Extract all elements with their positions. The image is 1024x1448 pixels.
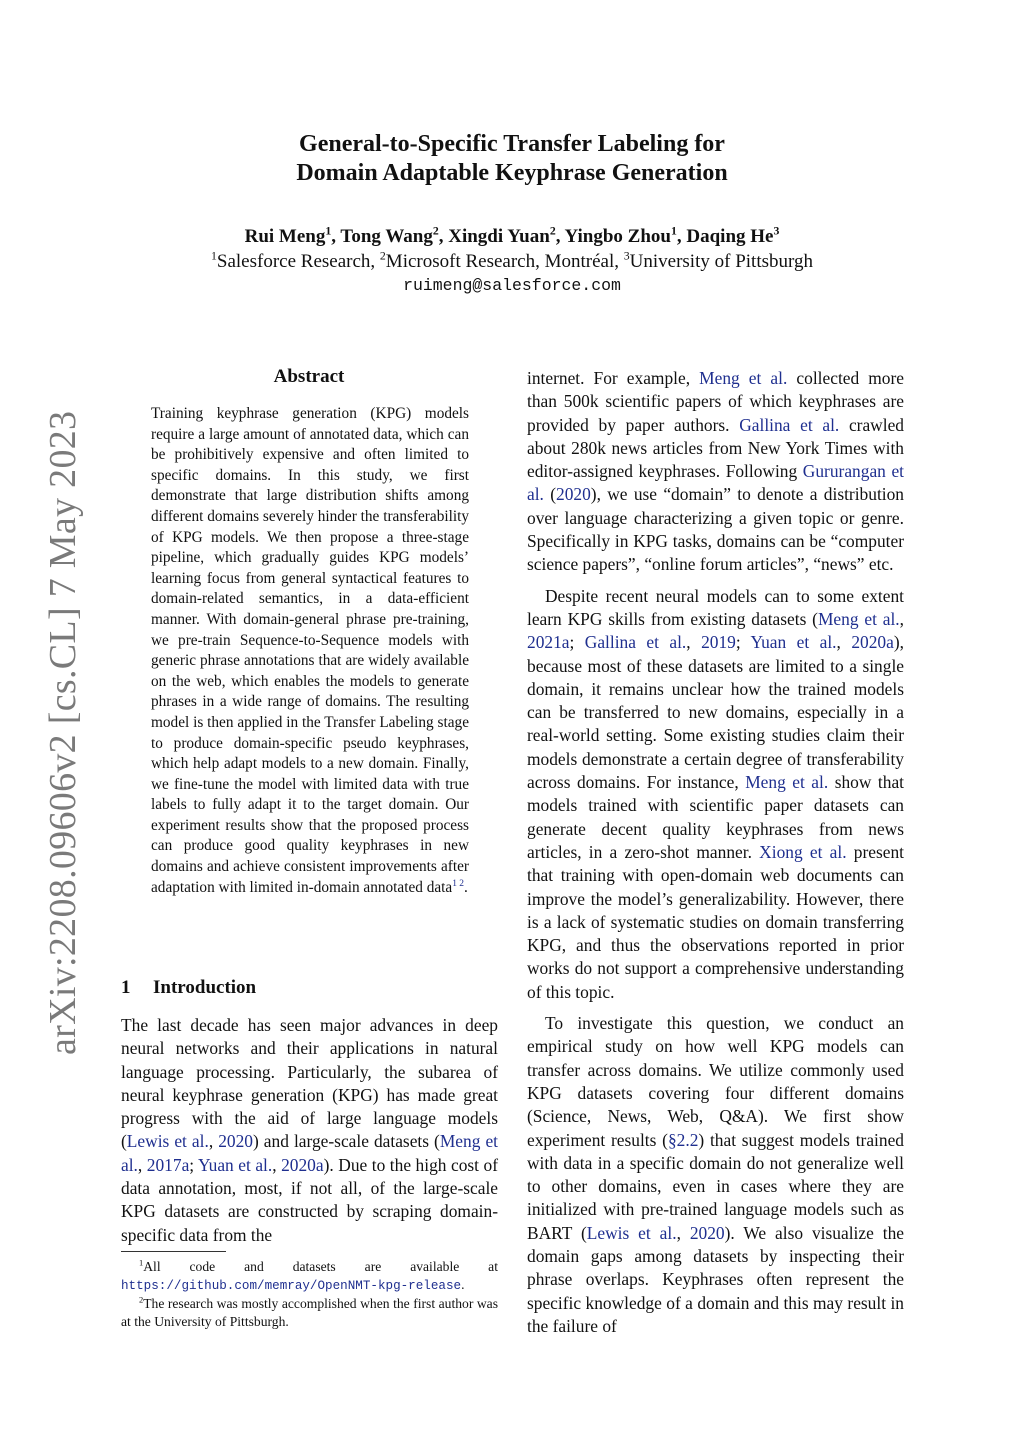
intro-paragraph-1 <box>121 1014 498 1247</box>
author-name: Rui Meng <box>244 226 326 247</box>
title-line-1: General-to-Specific Transfer Labeling for <box>299 131 725 157</box>
right-column <box>527 367 904 1346</box>
text-run: ). We also visualize the domain gaps among datasets by inspecting their phrase overlaps. Keyphrases often represent the specific knowledge of a domain and this may result in the failure of <box>527 1222 904 1336</box>
citation-link[interactable]: 2021a <box>527 632 570 653</box>
footnote-2 <box>121 1295 498 1331</box>
citation-link[interactable]: Gallina et al. <box>584 632 687 653</box>
text-run: crawled about 280k news articles from New York Times with editor-assigned keyphrases. Following <box>527 414 904 482</box>
author-affiliation-mark: 3 <box>773 224 780 238</box>
abstract-body: Training keyphrase generation (KPG) models require a large amount of annotated data, which can be prohibitively expensive and often limited to specific domains. In this study, we first demonstrate that large distribution shifts among different domains severely hinder the transferability of KPG models. We then propose a three-stage pipeline, which gradually guides KPG models’ learning focus from general syntactical features to domain-related semantics, in a data-efficient manner. With domain-general phrase pre-training, we pre-train Sequence-to-Sequence models with generic phrase annotations that are widely available on the web, which enables the models to generate phrases in a wide range of domains. The resulting model is then applied in the Transfer Labeling stage to produce domain-specific pseudo keyphrases, which help adapt models to a new domain. Finally, we fine-tune the model with limited data with true labels to fully adapt it to the target domain. Our experiment results show that the proposed process can produce good quality keyphrases in new domains and achieve consistent improvements after adaptation with limited in-domain annotated data$^{1 2}$. <box>151 405 469 896</box>
text-run: , <box>686 632 702 653</box>
text-run: ) that suggest models trained with data in a specific domain do not generalize well to other domains, even in cases where they are initialized with pre-trained language models such as BART ( <box>527 1129 904 1243</box>
text-run: ; <box>569 632 585 653</box>
citation-link[interactable]: 2017a <box>146 1154 190 1175</box>
affiliation-number: 1 <box>211 249 217 263</box>
footnote-number: 2 <box>139 1294 144 1305</box>
text-run: collected more than 500k scientific papers of which keyphrases are provided by paper authors. <box>527 368 905 435</box>
citation-link[interactable]: Meng et al. <box>121 1131 498 1175</box>
text-run: present that training with open-domain web documents can improve the model’s generalizability. However, there is a lack of systematic studies on domain transferring KPG, and thus the observations reported in prior works do not support a comprehensive understanding of this topic. <box>527 841 904 1002</box>
author-affiliation-mark: 2 <box>432 224 439 238</box>
text-run: ), we use “domain” to denote a distribution over language characterizing a given topic or genre. Specifically in KPG tasks, domains can be “computer science papers”, “online forum articles”, “news” etc. <box>527 484 904 575</box>
footnote-text: The research was mostly accomplished when the first author was at the University of Pittsburgh. <box>121 1296 498 1329</box>
citation-link[interactable]: Lewis et al. <box>126 1131 209 1152</box>
footnote-text: All code and datasets are available at <box>143 1259 498 1274</box>
text-run: , <box>899 608 905 629</box>
citation-link[interactable]: 2020 <box>218 1131 253 1152</box>
footnote-number: 1 <box>139 1257 144 1268</box>
text-run: , <box>208 1131 219 1152</box>
author-affiliation-mark: 2 <box>549 224 556 238</box>
citation-link[interactable]: Meng et al. <box>745 772 829 793</box>
citation-link[interactable]: Yuan et al. <box>198 1154 273 1175</box>
citation-link[interactable]: 2019 <box>701 632 736 653</box>
author-list: Rui Meng$^1$, Tong Wang$^2$, Xingdi Yuan$^2$, Yingbo Zhou$^1$, Daqing He$^3$ <box>244 224 780 247</box>
citation-link[interactable]: 2020a <box>851 632 894 653</box>
section-ref-link[interactable]: §2.2 <box>667 1129 699 1150</box>
citation-link[interactable]: Gallina et al. <box>739 414 840 435</box>
text-run: , <box>272 1154 282 1175</box>
footnote-url-link[interactable]: https://github.com/memray/OpenNMT-kpg-release <box>121 1279 462 1293</box>
arxiv-identifier-stamp: arXiv:2208.09606v2 [cs.CL] 7 May 2023 <box>42 410 84 1055</box>
citation-link[interactable]: Xiong et al. <box>759 841 847 862</box>
citation-link[interactable]: Gururangan et al. <box>527 461 904 505</box>
paper-title <box>0 130 1024 188</box>
affiliation-number: 3 <box>623 249 630 263</box>
text-run: ). Due to the high cost of data annotation, most, if not all, of the large-scale KPG datasets are constructed by scraping domain-specific data from the <box>121 1154 498 1245</box>
text-run: ) and large-scale datasets ( <box>252 1131 440 1152</box>
footnote-1 <box>121 1258 498 1295</box>
affiliation-number: 2 <box>379 249 386 263</box>
text-run: ; <box>735 632 751 653</box>
footnote-marks[interactable]: 1 2 <box>452 878 465 889</box>
author-affiliation-mark: 1 <box>671 224 677 238</box>
author-name: Xingdi Yuan <box>448 226 550 247</box>
text-run: The last decade has seen major advances in deep neural networks and their applications in natural language processing. Particularly, the subarea of neural keyphrase generation (KPG) has made great progress with the aid of large language models ( <box>121 1015 498 1152</box>
contact-email[interactable]: ruimeng@salesforce.com <box>403 276 621 295</box>
citation-link[interactable]: 2020 <box>689 1222 725 1243</box>
abstract-text: Training keyphrase generation (KPG) models require a large amount of annotated data, which can be prohibitively expensive and often limited to specific domains. In this study, we first demonstrate that large distribution shifts among different domains severely hinder the transferability of KPG models. We then propose a three-stage pipeline, which gradually guides KPG models’ learning focus from general syntactical features to domain-related semantics, in a data-efficient manner. With domain-general phrase pre-training, we pre-train Sequence-to-Sequence models with generic phrase annotations that are widely available on the web, which enables the models to generate phrases in a wide range of domains. The resulting model is then applied in the Transfer Labeling stage to produce domain-specific pseudo keyphrases, which help adapt models to a new domain. Finally, we fine-tune the model with limited data with true labels to fully adapt it to the target domain. Our experiment results show that the proposed process can produce good quality keyphrases in new domains and achieve consistent improvements after adaptation with limited in-domain annotated data <box>151 405 469 896</box>
text-run: Despite recent neural models can to some extent learn KPG skills from existing datasets ( <box>527 585 904 629</box>
title-line-2: Domain Adaptable Keyphrase Generation <box>296 160 728 186</box>
author-affiliation-mark: 1 <box>325 224 332 238</box>
text-run: ( <box>543 484 557 505</box>
section-number: 1 <box>121 977 131 998</box>
citation-link[interactable]: 2020a <box>281 1154 324 1175</box>
affiliation-list: $^1$Salesforce Research, $^2$Microsoft Research, Montréal, $^3$University of Pittsburgh <box>211 249 813 272</box>
citation-link[interactable]: 2020 <box>556 484 591 505</box>
affiliation-name: Salesforce Research <box>216 251 371 272</box>
abstract-heading: Abstract <box>273 366 345 387</box>
text-run: ; <box>189 1154 198 1175</box>
text-run: . <box>461 1277 465 1292</box>
text-run: internet. For example, <box>527 368 700 388</box>
text-run: show that models trained with scientific paper datasets can generate decent quality keyphrases from news articles, in a zero-shot manner. <box>527 772 904 862</box>
author-name: Tong Wang <box>340 226 433 247</box>
author-name: Daqing He <box>686 226 774 247</box>
paragraph <box>527 1012 904 1338</box>
section-title: Introduction <box>153 977 257 998</box>
text-run: , <box>676 1222 690 1243</box>
text-run: ), because most of these datasets are limited to a single domain, it remains unclear how the trained models can be transferred to new domains, especially in a real-world setting. Some existing studies claim their models demonstrate a certain degree of transferability across domains. For instance, <box>527 632 904 793</box>
text-run: , <box>836 632 852 653</box>
citation-link[interactable]: Meng et al. <box>699 368 788 388</box>
affiliation-name: Microsoft Research, Montréal <box>385 251 615 272</box>
citation-link[interactable]: Lewis et al. <box>586 1222 677 1243</box>
paragraph <box>527 585 904 1004</box>
citation-link[interactable]: Meng et al. <box>817 608 900 629</box>
text-run: , <box>137 1154 147 1175</box>
text-run: To investigate this question, we conduct an empirical study on how well KPG models can transfer across domains. We utilize commonly used KPG datasets covering four different domains (Science, News, Web, Q&A). We first show experiment results ( <box>527 1013 904 1150</box>
section-heading-introduction <box>121 977 256 999</box>
affiliation-name: University of Pittsburgh <box>629 251 813 272</box>
footnotes <box>121 1258 498 1331</box>
footnote-divider <box>121 1251 226 1252</box>
citation-link[interactable]: Yuan et al. <box>750 632 837 653</box>
paragraph <box>527 367 904 577</box>
author-name: Yingbo Zhou <box>564 226 671 247</box>
